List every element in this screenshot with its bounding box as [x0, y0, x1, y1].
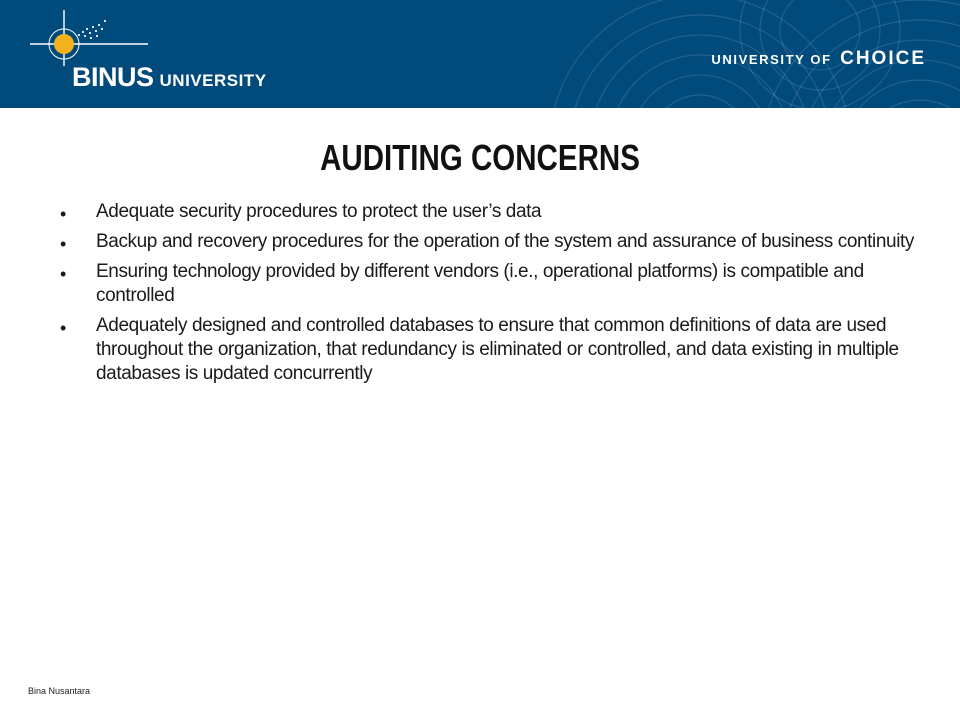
- binus-university-logo: [28, 8, 298, 100]
- header-band: [0, 0, 960, 108]
- bullet-text: Adequately designed and controlled databases to ensure that common definitions of data are used throughout the organization, that redundancy is eliminated or controlled, and data existing in multiple databases is updated concurrently: [96, 315, 899, 384]
- bullet-dot-icon: •: [60, 234, 66, 254]
- bullet-dot-icon: •: [60, 264, 66, 284]
- bullet-text: Backup and recovery procedures for the operation of the system and assurance of business continuity: [96, 231, 914, 252]
- tagline-prefix: UNIVERSITY OF: [711, 52, 832, 67]
- logo-suffix: UNIVERSITY: [159, 71, 267, 90]
- logo-brand: BINUS: [72, 62, 154, 92]
- list-item: [58, 260, 918, 308]
- slide-title: AUDITING CONCERNS: [320, 137, 640, 178]
- logo-wordmark: [72, 62, 267, 93]
- footer-text: Bina Nusantara: [28, 686, 91, 696]
- tagline: [711, 48, 926, 70]
- bullet-dot-icon: •: [60, 318, 66, 338]
- bullet-list: [58, 200, 918, 392]
- logo-globe-icon: [28, 8, 148, 68]
- list-item: [58, 314, 918, 386]
- bullet-text: Adequate security procedures to protect the user’s data: [96, 201, 542, 222]
- list-item: [58, 230, 918, 254]
- tagline-main: CHOICE: [840, 48, 926, 69]
- list-item: [58, 200, 918, 224]
- bullet-dot-icon: •: [60, 204, 66, 224]
- bullet-text: Ensuring technology provided by different vendors (i.e., operational platforms) is compatible and controlled: [96, 261, 864, 306]
